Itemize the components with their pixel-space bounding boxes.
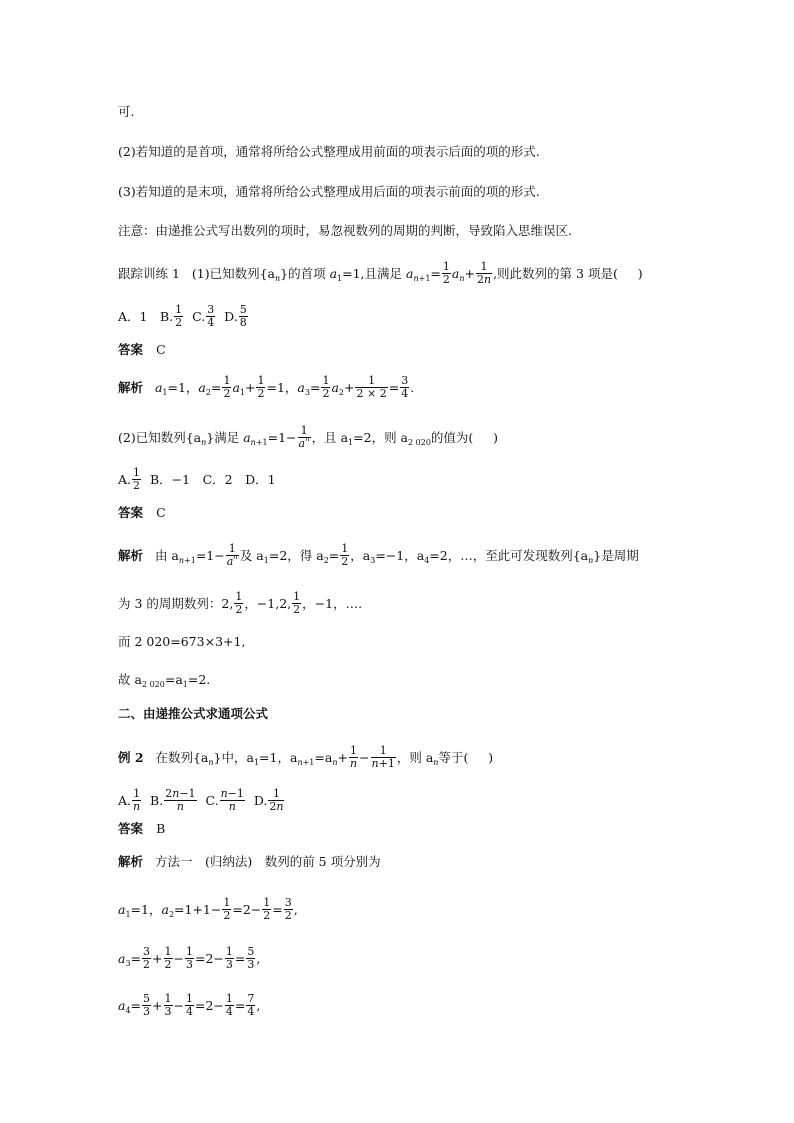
section-heading: 二、由递推公式求通项公式 — [118, 706, 269, 721]
training-1-question-1: 跟踪训练 1 (1)已知数列$\{a_n\}$的首项 $a_1=1$,且满足 $a_{n+1}=$ $\frac{1}{2}$ $a_n+$ $\frac{1}{2n}$ ,则此数列的第 3 项是( ) — [118, 260, 643, 286]
text-line-continuation: 可. — [118, 104, 135, 119]
text-line-first-term-rule: (2)若知道的是首项，通常将所给公式整理成用前面的项表示后面的项的形式. — [118, 144, 540, 159]
training-title: 跟踪训练 1 — [118, 266, 180, 281]
formula-line-a4: $a_4=$ $\frac{5}{3}$ + $\frac{1}{3}$ − $\frac{1}{4}$ =2− $\frac{1}{4}$ = $\frac{7}{4}$ , — [118, 992, 261, 1018]
answer-line-2: 答案 C — [118, 505, 166, 520]
answer-line-1: 答案 C — [118, 342, 166, 357]
formula-line-a3: $a_3=$ $\frac{3}{2}$ + $\frac{1}{2}$ − $\frac{1}{3}$ =2− $\frac{1}{3}$ = $\frac{5}{3}$ , — [118, 945, 261, 971]
analysis-line-3: 解析 方法一 (归纳法) 数列的前 5 项分别为 — [118, 854, 381, 869]
answer-line-3: 答案 B — [118, 821, 166, 836]
training-2-options: A. $\frac{1}{2}$ B．−1 C．2 D．1 — [118, 466, 276, 492]
period-line: 为 3 的周期数列：2, $\frac{1}{2}$ ，−1,2, $\frac{1}{2}$ ，−1，…. — [118, 590, 363, 616]
example-2-question: 例 2 在数列$\{a_n\}$中，$a_1=1$，$a_{n+1}=a_n+$ $\frac{1}{n}$ − $\frac{1}{n+1}$ ，则 $a_n$等于( ) — [118, 744, 494, 770]
conclusion-line: 故 $a_{2 020}=a_1=2$. — [118, 672, 211, 689]
training-1-options: A．1 B. $\frac{1}{2}$ C. $\frac{3}{4}$ D. $\frac{5}{8}$ — [118, 303, 247, 329]
training-1-question-2: (2)已知数列$\{a_n\}$满足 $a_{n+1}=1-$ $\frac{1}{a^n}$ ，且 $a_1=2$，则 $a_{2 020}$的值为( ) — [118, 424, 499, 450]
calc-line: 而 2 020=673×3+1, — [118, 634, 246, 649]
analysis-line-2: 解析 由 $a_{n+1}=1-$ $\frac{1}{a^n}$ 及 $a_1=2$，得 $a_2=$ $\frac{1}{2}$ ，$a_3=-1$，$a_4=2$，…，至此可发现数列$\{a_n\}$是周期 — [118, 542, 639, 568]
note-line: 注意：由递推公式写出数列的项时，易忽视数列的周期的判断，导致陷入思维误区. — [118, 223, 572, 238]
formula-line-a1-a2: $a_1=1$，$a_2=1+1-$ $\frac{1}{2}$ =2− $\frac{1}{2}$ = $\frac{3}{2}$ , — [118, 896, 298, 922]
text-line-last-term-rule: (3)若知道的是末项，通常将所给公式整理成用后面的项表示前面的项的形式. — [118, 184, 540, 199]
example-2-options: A. $\frac{1}{n}$ B. $\frac{2n-1}{n}$ C. $\frac{n-1}{n}$ D. $\frac{1}{2n}$ — [118, 787, 284, 813]
analysis-line-1: 解析 $a_1=1$，$a_2=$ $\frac{1}{2}$ $a_1+$ $\frac{1}{2}$ =1，$a_3=$ $\frac{1}{2}$ $a_2+$ $\frac{1}{2 \times 2}$ = $\frac{3}{4}$ . — [118, 374, 415, 400]
